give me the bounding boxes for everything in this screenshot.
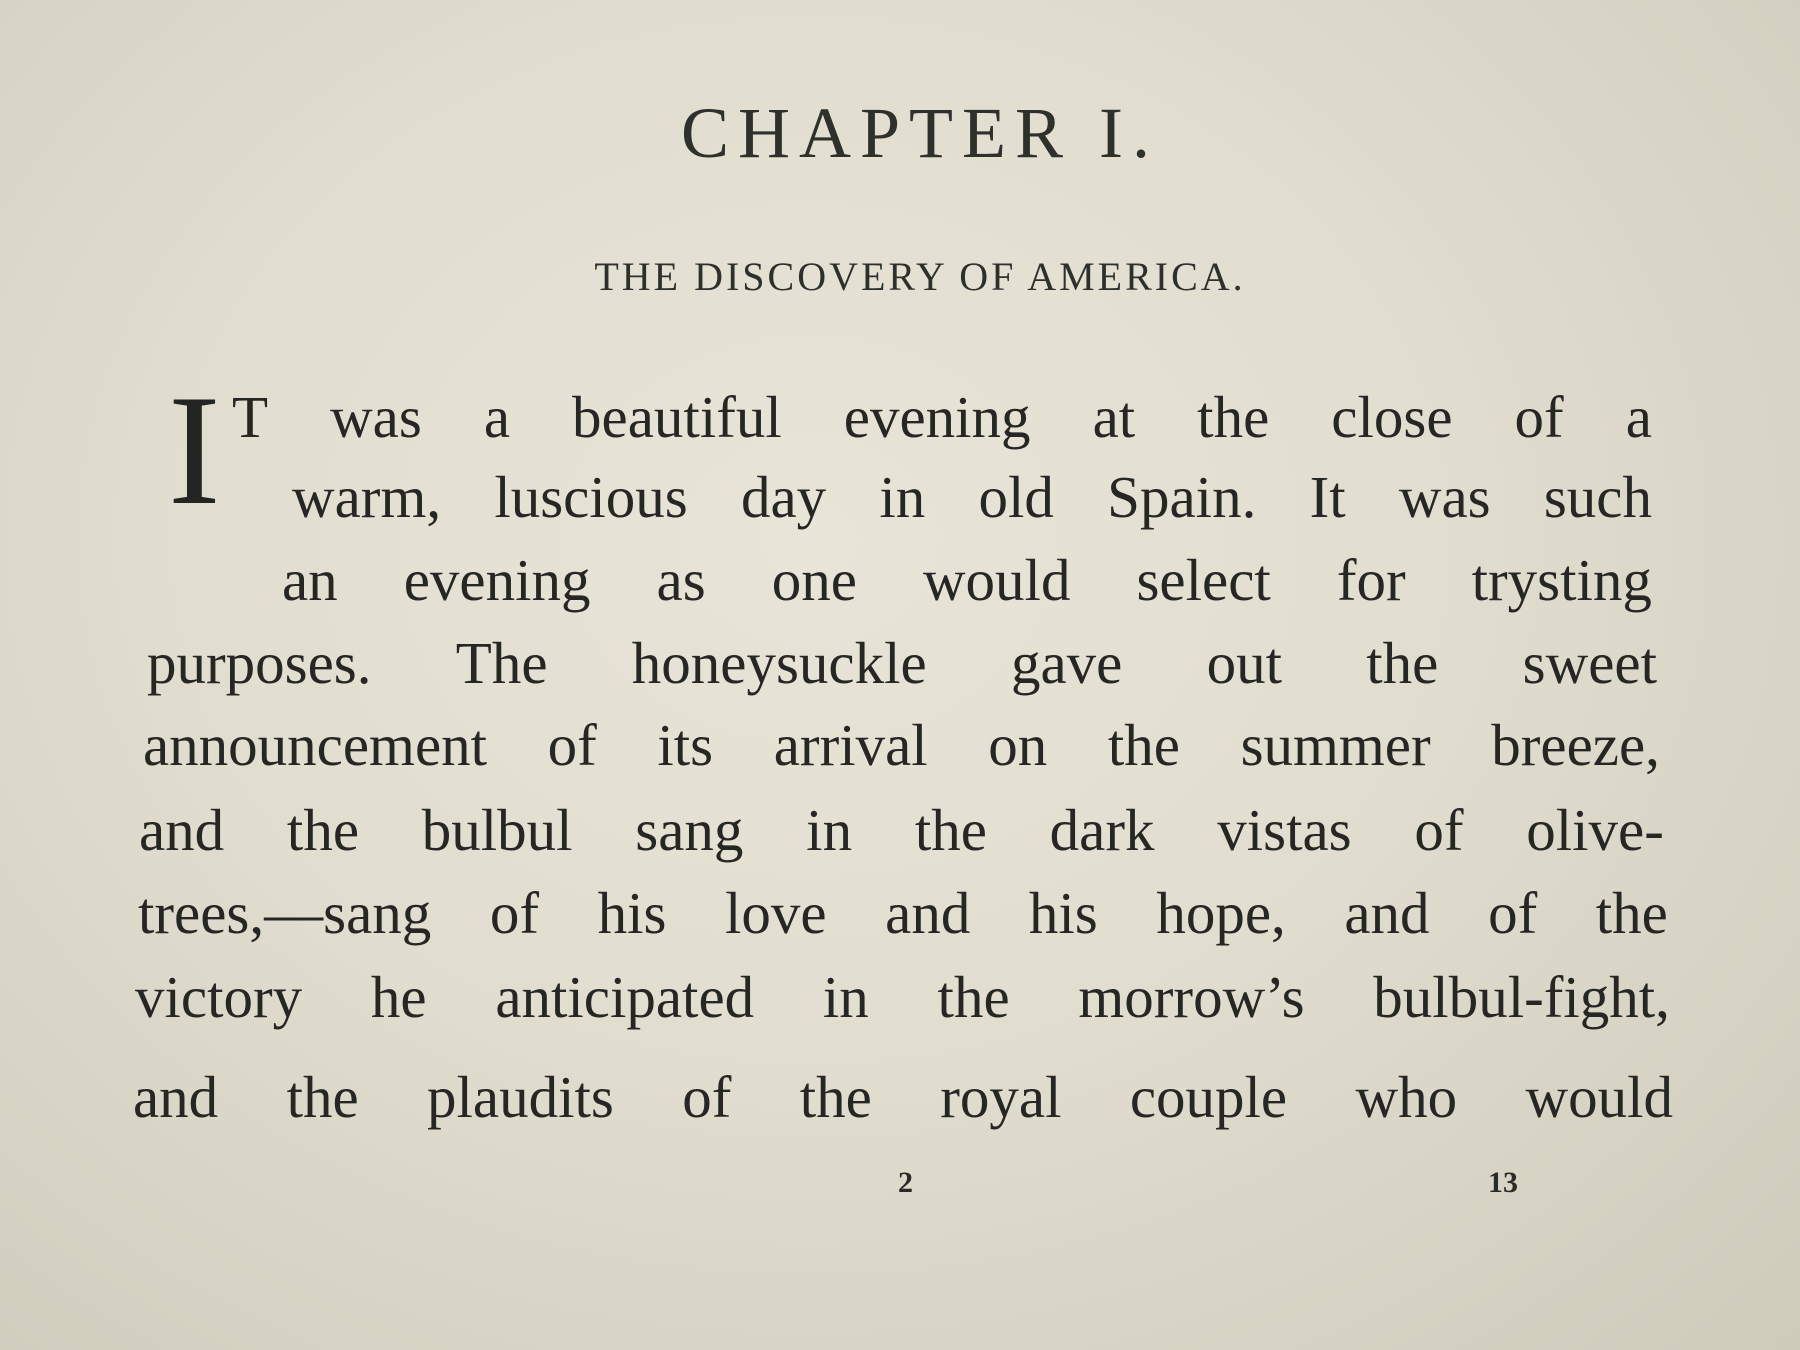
signature-mark: 2 (898, 1166, 913, 1199)
chapter-subtitle: THE DISCOVERY OF AMERICA. (594, 254, 1246, 299)
text-line-2: warm, luscious day in old Spain. It was such (292, 464, 1652, 530)
text-line-6: and the bulbul sang in the dark vistas of olive- (139, 797, 1664, 863)
text-line-3: an evening as one would select for trysting (282, 547, 1652, 613)
text-line-9: and the plaudits of the royal couple who would (133, 1064, 1673, 1130)
page-number: 13 (1488, 1166, 1518, 1199)
text-line-4: purposes. The honeysuckle gave out the sweet (147, 630, 1657, 696)
text-line-7: trees,—sang of his love and his hope, and of the (138, 880, 1668, 946)
drop-cap: I (168, 363, 221, 538)
chapter-heading: CHAPTER I. (680, 93, 1160, 173)
text-line-8: victory he anticipated in the morrow’s bulbul-fight, (135, 964, 1670, 1030)
text-line-5: announcement of its arrival on the summer breeze, (143, 712, 1660, 778)
text-line-1: T was a beautiful evening at the close of a (232, 384, 1652, 450)
